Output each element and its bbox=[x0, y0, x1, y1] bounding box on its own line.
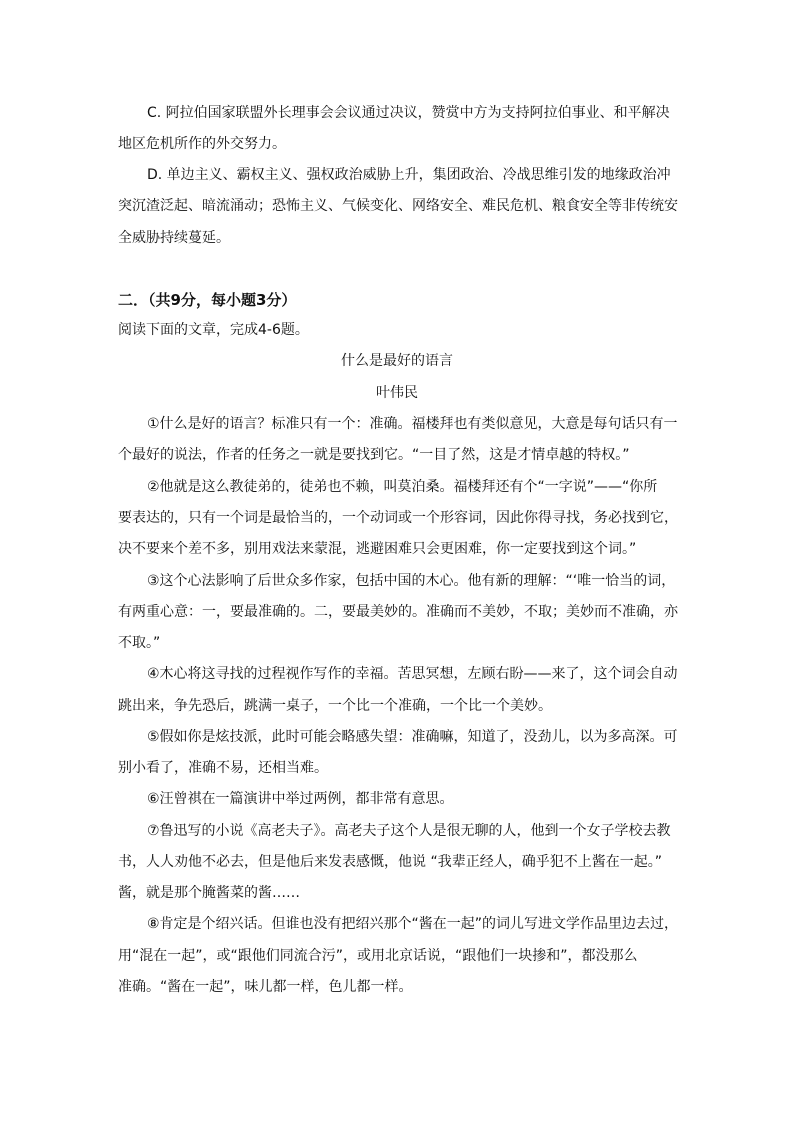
article-line: ②他就是这么教徒弟的，徒弟也不赖，叫莫泊桑。福楼拜还有个“一字说”——“你所 bbox=[147, 479, 658, 495]
article-line: ⑧肯定是个绍兴话。但谁也没有把绍兴那个“酱在一起”的词儿写进文学作品里边去过， bbox=[147, 916, 679, 932]
article-line: 用“混在一起”，或“跟他们同流合污”，或用北京话说，“跟他们一块掺和”，都没那么 bbox=[118, 948, 638, 964]
article-line: 不取。” bbox=[118, 635, 161, 651]
article-line: 个最好的说法，作者的任务之一就是要找到它。“一目了然，这是才情卓越的特权。” bbox=[118, 447, 630, 463]
section-heading: 二．（共9分，每小题3分） bbox=[118, 291, 297, 309]
article-line: 准确。“酱在一起”，味儿都一样，色儿都一样。 bbox=[118, 979, 413, 995]
article-line: 要表达的，只有一个词是最恰当的，一个动词或一个形容词，因此你得寻找，务必找到它， bbox=[118, 510, 678, 526]
option-d-line-3: 全威胁持续蔓延。 bbox=[118, 230, 230, 246]
article-line: ④木心将这寻找的过程视作写作的幸福。苦思冥想，左顾右盼——来了，这个词会自动 bbox=[147, 666, 678, 682]
article-line: 酱，就是那个腌酱菜的酱…… bbox=[118, 885, 300, 901]
article-line: 有两重心意：一，要最准确的。二，要最美妙的。准确而不美妙，不取；美妙而不准确，亦 bbox=[118, 604, 678, 620]
article-line: 决不要来个差不多，别用戏法来蒙混，逃避困难只会更困难，你一定要找到这个词。” bbox=[118, 541, 637, 557]
article-title: 什么是最好的语言 bbox=[341, 353, 453, 369]
article-line: 别小看了，准确不易，还相当难。 bbox=[118, 760, 328, 776]
option-c-line-1: C. 阿拉伯国家联盟外长理事会会议通过决议，赞赏中方为支持阿拉伯事业、和平解决 bbox=[147, 105, 670, 121]
article-line: ⑦鲁迅写的小说《高老夫子》。高老夫子这个人是很无聊的人，他到一个女子学校去教 bbox=[147, 823, 671, 839]
section-instruction: 阅读下面的文章，完成4-6题。 bbox=[118, 322, 309, 338]
article-line: ⑥汪曾祺在一篇演讲中举过两例，都非常有意思。 bbox=[147, 791, 454, 807]
article-line: ③这个心法影响了后世众多作家，包括中国的木心。他有新的理解：“‘唯一恰当的词， bbox=[147, 573, 676, 589]
article-line: ⑤假如你是炫技派，此时可能会略感失望：准确嘛，知道了，没劲儿，以为多高深。可 bbox=[147, 729, 678, 745]
article-author: 叶伟民 bbox=[376, 385, 418, 401]
article-line: 跳出来，争先恐后，跳满一桌子，一个比一个准确，一个比一个美妙。 bbox=[118, 698, 552, 714]
article-line: ①什么是好的语言？标准只有一个：准确。福楼拜也有类似意见，大意是每句话只有一 bbox=[147, 416, 678, 432]
option-c-line-2: 地区危机所作的外交努力。 bbox=[118, 136, 286, 152]
option-d-line-2: 突沉渣泛起、暗流涌动；恐怖主义、气候变化、网络安全、难民危机、粮食安全等非传统安 bbox=[118, 198, 678, 214]
option-d-line-1: D. 单边主义、霸权主义、强权政治威胁上升，集团政治、冷战思维引发的地缘政治冲 bbox=[147, 167, 671, 183]
article-line: 书，人人劝他不必去，但是他后来发表感慨，他说 “我辈正经人，确乎犯不上酱在一起。” bbox=[118, 854, 662, 870]
